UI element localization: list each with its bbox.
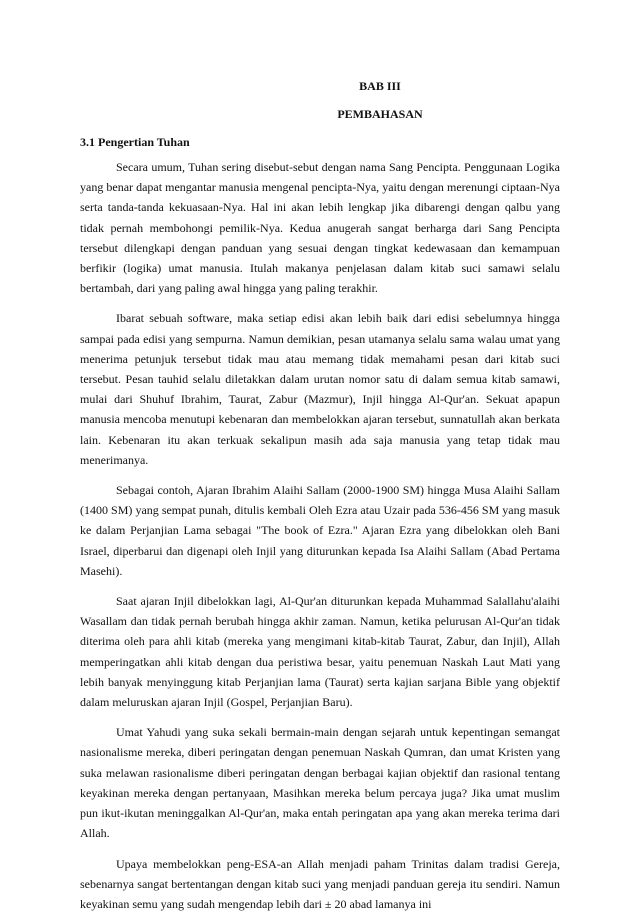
chapter-title: PEMBAHASAN [337, 107, 423, 121]
paragraph-3: Sebagai contoh, Ajaran Ibrahim Alaihi Sallam (2000-1900 SM) hingga Musa Alaihi Sallam (1400 SM) yang sempat punah, ditulis kembali Oleh Ezra atau Uzair pada 536-456 SM yang masuk ke dalam Perjanjian Lama sebagai "The book of Ezra." Ajaran Ezra yang dibelokkan oleh Bani Israel, diperbarui dan digenapi oleh Injil yang diturunkan kepada Isa Alaihi Sallam (Abad Pertama Masehi). [80, 483, 560, 578]
paragraph-4: Saat ajaran Injil dibelokkan lagi, Al-Qur'an diturunkan kepada Muhammad Salallahu'alaihi Wasallam dan tidak pernah berubah hingga akhir zaman. Namun, ketika pelurusan Al-Qur'an tidak diterima oleh para ahli kitab (mereka yang mengimani kitab-kitab Taurat, Zabur, dan Injil), Allah memperingatkan ahli kitab dengan dua peristiwa besar, yaitu penemuan Naskah Laut Mati yang lebih banyak menyinggung kitab Perjanjian lama (Taurat) serta kajian sarjana Bible yang objektif dalam meluruskan ajaran Injil (Gospel, Perjanjian Baru). [80, 594, 560, 710]
chapter-number: BAB III [359, 79, 401, 93]
paragraph-6: Upaya membelokkan peng-ESA-an Allah menjadi paham Trinitas dalam tradisi Gereja, sebenarnya sangat bertentangan dengan kitab suci yang menjadi panduan gereja itu sendiri. Namun keyakinan semu yang sudah mengendap lebih dari ± 20 abad lamanya ini [80, 856, 560, 911]
body-text [80, 157, 560, 924]
paragraph-5: Umat Yahudi yang suka sekali bermain-main dengan sejarah untuk kepentingan semangat nasionalisme mereka, diberi peringatan dengan penemuan Naskah Qumran, dan umat Kristen yang suka melawan rasionalisme diberi peringatan dengan berbagai kajian objektif dan rasional tentang keyakinan mereka dengan pertanyaan, Masihkan mereka belum percaya juga? Jika umat muslim pun ikut-ikutan meninggalkan Al-Qur'an, maka entah peringatan apa yang akan mereka terima dari Allah. [80, 725, 560, 841]
paragraph-1: Secara umum, Tuhan sering disebut-sebut dengan nama Sang Pencipta. Penggunaan Logika yang benar dapat mengantar manusia mengenal pencipta-Nya, yaitu dengan merenungi ciptaan-Nya serta tanda-tanda kekuasaan-Nya. Hal ini akan lebih lengkap jika dibarengi dengan qalbu yang tidak pernah membohongi pemilik-Nya. Kedua anugerah sangat berharga dari Sang Pencipta tersebut dilengkapi dengan panduan yang sesuai dengan tingkat kedewasaan dan kemampuan berfikir (logika) umat manusia. Itulah makanya penjelasan dalam kitab suci samawi selalu bertambah, dari yang paling awal hingga yang paling terakhir. [80, 160, 560, 296]
paragraph-2: Ibarat sebuah software, maka setiap edisi akan lebih baik dari edisi sebelumnya hingga sampai pada edisi yang sempurna. Namun demikian, pesan utamanya selalu sama walau umat yang menerima petunjuk tersebut tidak mau atau memang tidak memahami pesan dari kitab suci tersebut. Pesan tauhid selalu diletakkan dalam urutan nomor satu di dalam semua kitab samawi, mulai dari Shuhuf Ibrahim, Taurat, Zabur (Mazmur), Injil hingga Al-Qur'an. Sekuat apapun manusia mencoba menutupi kebenaran dan membelokkan ajaran tersebut, sunnatullah akan berkata lain. Kebenaran itu akan terkuak sekalipun masih ada saja manusia yang tetap tidak mau menerimanya. [80, 311, 560, 467]
section-heading: 3.1 Pengertian Tuhan [80, 135, 190, 149]
